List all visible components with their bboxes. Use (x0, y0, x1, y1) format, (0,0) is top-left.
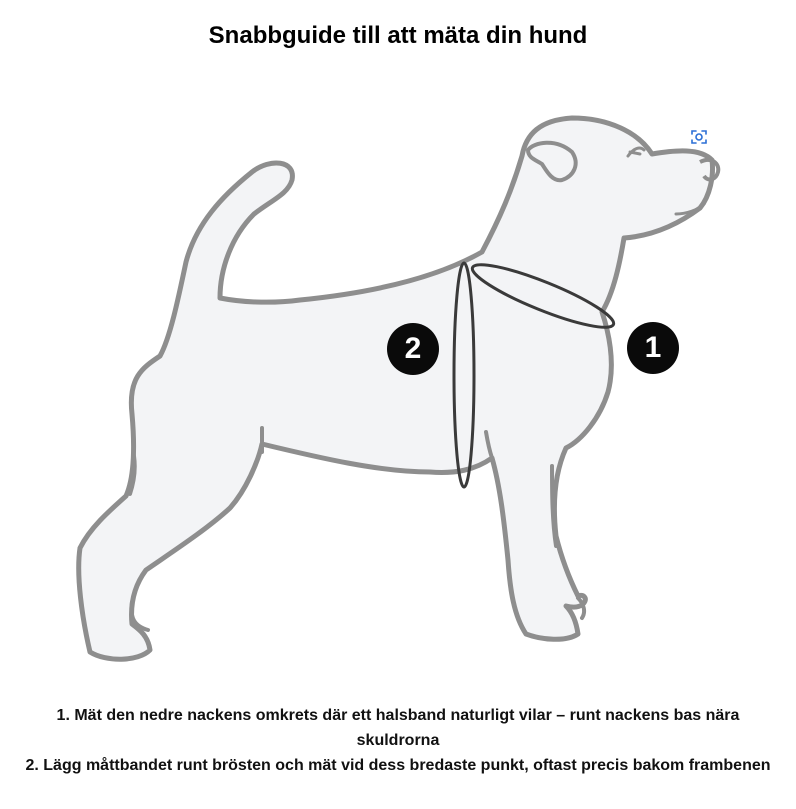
instruction-neck: 1. Mät den nedre nackens omkrets där ett halsband naturligt vilar – runt nackens bas nära skuldrorna (56, 707, 740, 749)
instruction-chest: 2. Lägg måttbandet runt brösten och mät vid dess bredaste punkt, oftast precis bakom frambenen (25, 757, 771, 774)
chest-number-badge: 2 (387, 323, 439, 375)
page-title: Snabbguide till att mäta din hund (208, 22, 588, 49)
dog-illustration (0, 80, 796, 680)
visual-search-icon[interactable] (687, 125, 711, 149)
neck-number-badge: 1 (627, 322, 679, 374)
dog-outline (79, 118, 713, 659)
instructions-list (20, 703, 776, 778)
